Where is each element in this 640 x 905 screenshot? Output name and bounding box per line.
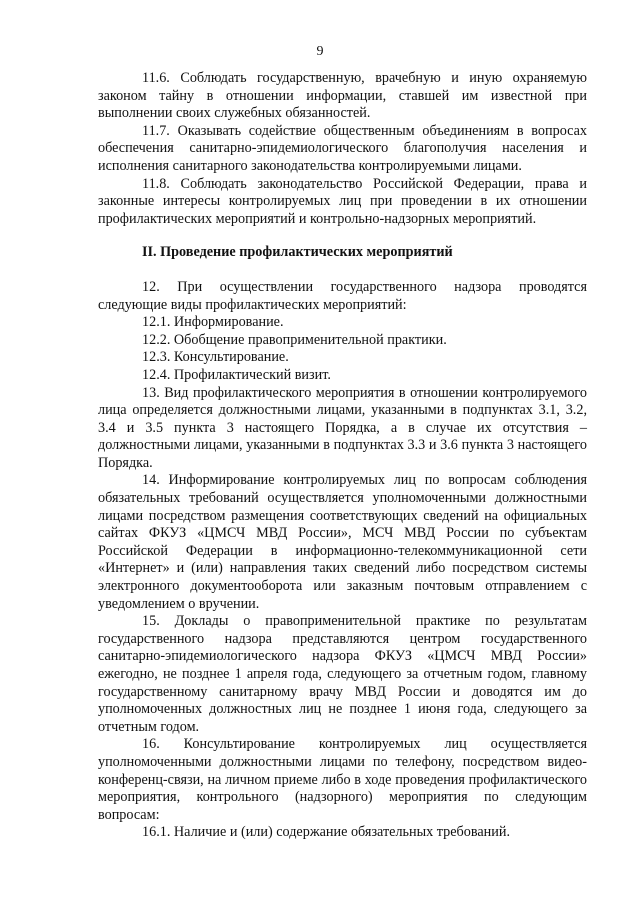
paragraph-12-2: 12.2. Обобщение правоприменительной практики.: [142, 331, 447, 348]
paragraph-11-6: 11.6. Соблюдать государственную, врачебную и иную охраняемую законом тайну в отношении информации, ставшей им известной при выполнении своих служебных обязанностей.: [98, 70, 587, 122]
paragraph-16: 16. Консультирование контролируемых лиц осуществляется уполномоченными должностными лицами по телефону, посредством видео-конференц-связи, на личном приеме либо в ходе проведения профилактического мероприятия, контрольного (надзорного) мероприятия по следующим вопросам:: [98, 736, 587, 823]
document-body: [98, 70, 587, 842]
paragraph-14: 14. Информирование контролируемых лиц по вопросам соблюдения обязательных требований осуществляется уполномоченными должностными лицами посредством размещения соответствующих сведений на официальных сайтах ФКУЗ «ЦМСЧ МВД России», МСЧ МВД России по субъектам Российской Федерации в информационно-телекоммуникационной сети «Интернет» и (или) направления таких сведений либо посредством системы электронного документооборота или заказным почтовым отправлением с уведомлением о вручении.: [98, 472, 587, 612]
section-heading: II. Проведение профилактических мероприятий: [142, 244, 453, 261]
page-number: 9: [316, 44, 324, 59]
paragraph-13: 13. Вид профилактического мероприятия в отношении контролируемого лица определяется должностными лицами, указанными в подпунктах 3.1, 3.2, 3.4 и 3.5 пункта 3 настоящего Порядка, а в случае их отсутствия – должностными лицами, указанными в подпунктах 3.3 и 3.6 пункта 3 настоящего Порядка.: [98, 384, 587, 471]
paragraph-11-7: 11.7. Оказывать содействие общественным объединениям в вопросах обеспечения санитарно-эпидемиологического благополучия населения и исполнения санитарного законодательства контролируемыми лицами.: [98, 122, 587, 174]
paragraph-15: 15. Доклады о правоприменительной практике по результатам государственного надзора представляются центром государственного санитарно-эпидемиологического надзора ФКУЗ «ЦМСЧ МВД России» ежегодно, не позднее 1 апреля года, следующего за отчетным годом, главному государственному санитарному врачу МВД России и доводятся им до уполномоченных должностных лиц не позднее 1 июня года, следующего за отчетным годом.: [98, 613, 587, 735]
paragraph-12-1: 12.1. Информирование.: [142, 314, 284, 331]
paragraph-12-3: 12.3. Консультирование.: [142, 349, 289, 366]
paragraph-12: 12. При осуществлении государственного надзора проводятся следующие виды профилактических мероприятий:: [98, 278, 587, 313]
paragraph-11-8: 11.8. Соблюдать законодательство Российской Федерации, права и законные интересы контролируемых лиц при проведении в их отношении профилактических мероприятий и контрольно-надзорных мероприятий.: [98, 175, 587, 227]
paragraph-16-1: 16.1. Наличие и (или) содержание обязательных требований.: [142, 824, 510, 841]
paragraph-12-4: 12.4. Профилактический визит.: [142, 366, 331, 383]
